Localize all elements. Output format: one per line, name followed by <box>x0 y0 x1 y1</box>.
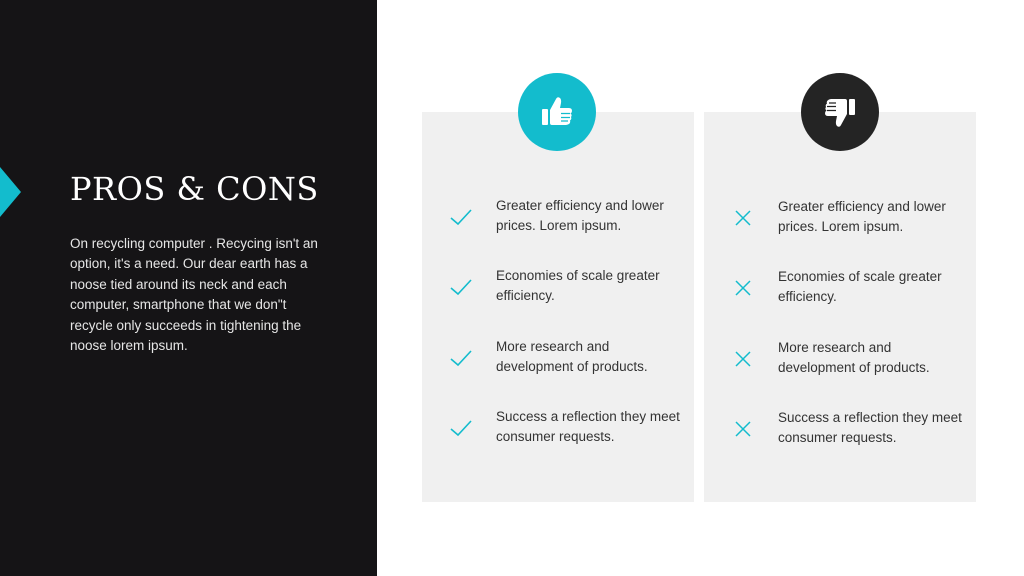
cons-item-text: Greater efficiency and lower prices. Lorem ipsum. <box>778 199 946 235</box>
cross-icon <box>731 417 755 441</box>
check-icon <box>449 205 473 229</box>
slide-title: PROS & CONS <box>70 170 319 208</box>
pros-item-text: More research and development of products. <box>496 339 648 375</box>
cross-icon <box>731 276 755 300</box>
check-icon <box>449 416 473 440</box>
cons-item <box>704 408 976 452</box>
cons-item <box>704 338 976 382</box>
pros-item <box>422 407 694 451</box>
cons-card <box>704 112 976 502</box>
pros-item <box>422 266 694 310</box>
cons-item-text: Economies of scale greater efficiency. <box>778 269 942 305</box>
thumbs-up-icon <box>539 94 575 130</box>
cross-icon <box>731 347 755 371</box>
pros-badge <box>518 73 596 151</box>
pros-item-text: Success a reflection they meet consumer requests. <box>496 409 680 445</box>
check-icon <box>449 275 473 299</box>
pros-item-text: Greater efficiency and lower prices. Lorem ipsum. <box>496 198 664 234</box>
thumbs-down-icon <box>822 94 858 130</box>
pros-item <box>422 196 694 240</box>
cross-icon <box>731 206 755 230</box>
accent-arrow-icon <box>0 167 21 217</box>
pros-item <box>422 337 694 381</box>
pros-item-text: Economies of scale greater efficiency. <box>496 268 660 304</box>
cons-item <box>704 267 976 311</box>
cons-item <box>704 197 976 241</box>
check-icon <box>449 346 473 370</box>
slide-intro-text: On recycling computer . Recycing isn't an option, it's a need. Our dear earth has a noose tied around its neck and each computer, smartphone that we don"t recycle only succeeds in tightening the noose lorem ipsum. <box>70 236 318 354</box>
cons-badge <box>801 73 879 151</box>
cons-item-text: Success a reflection they meet consumer requests. <box>778 410 962 446</box>
pros-card <box>422 112 694 502</box>
cons-item-text: More research and development of products. <box>778 340 930 376</box>
